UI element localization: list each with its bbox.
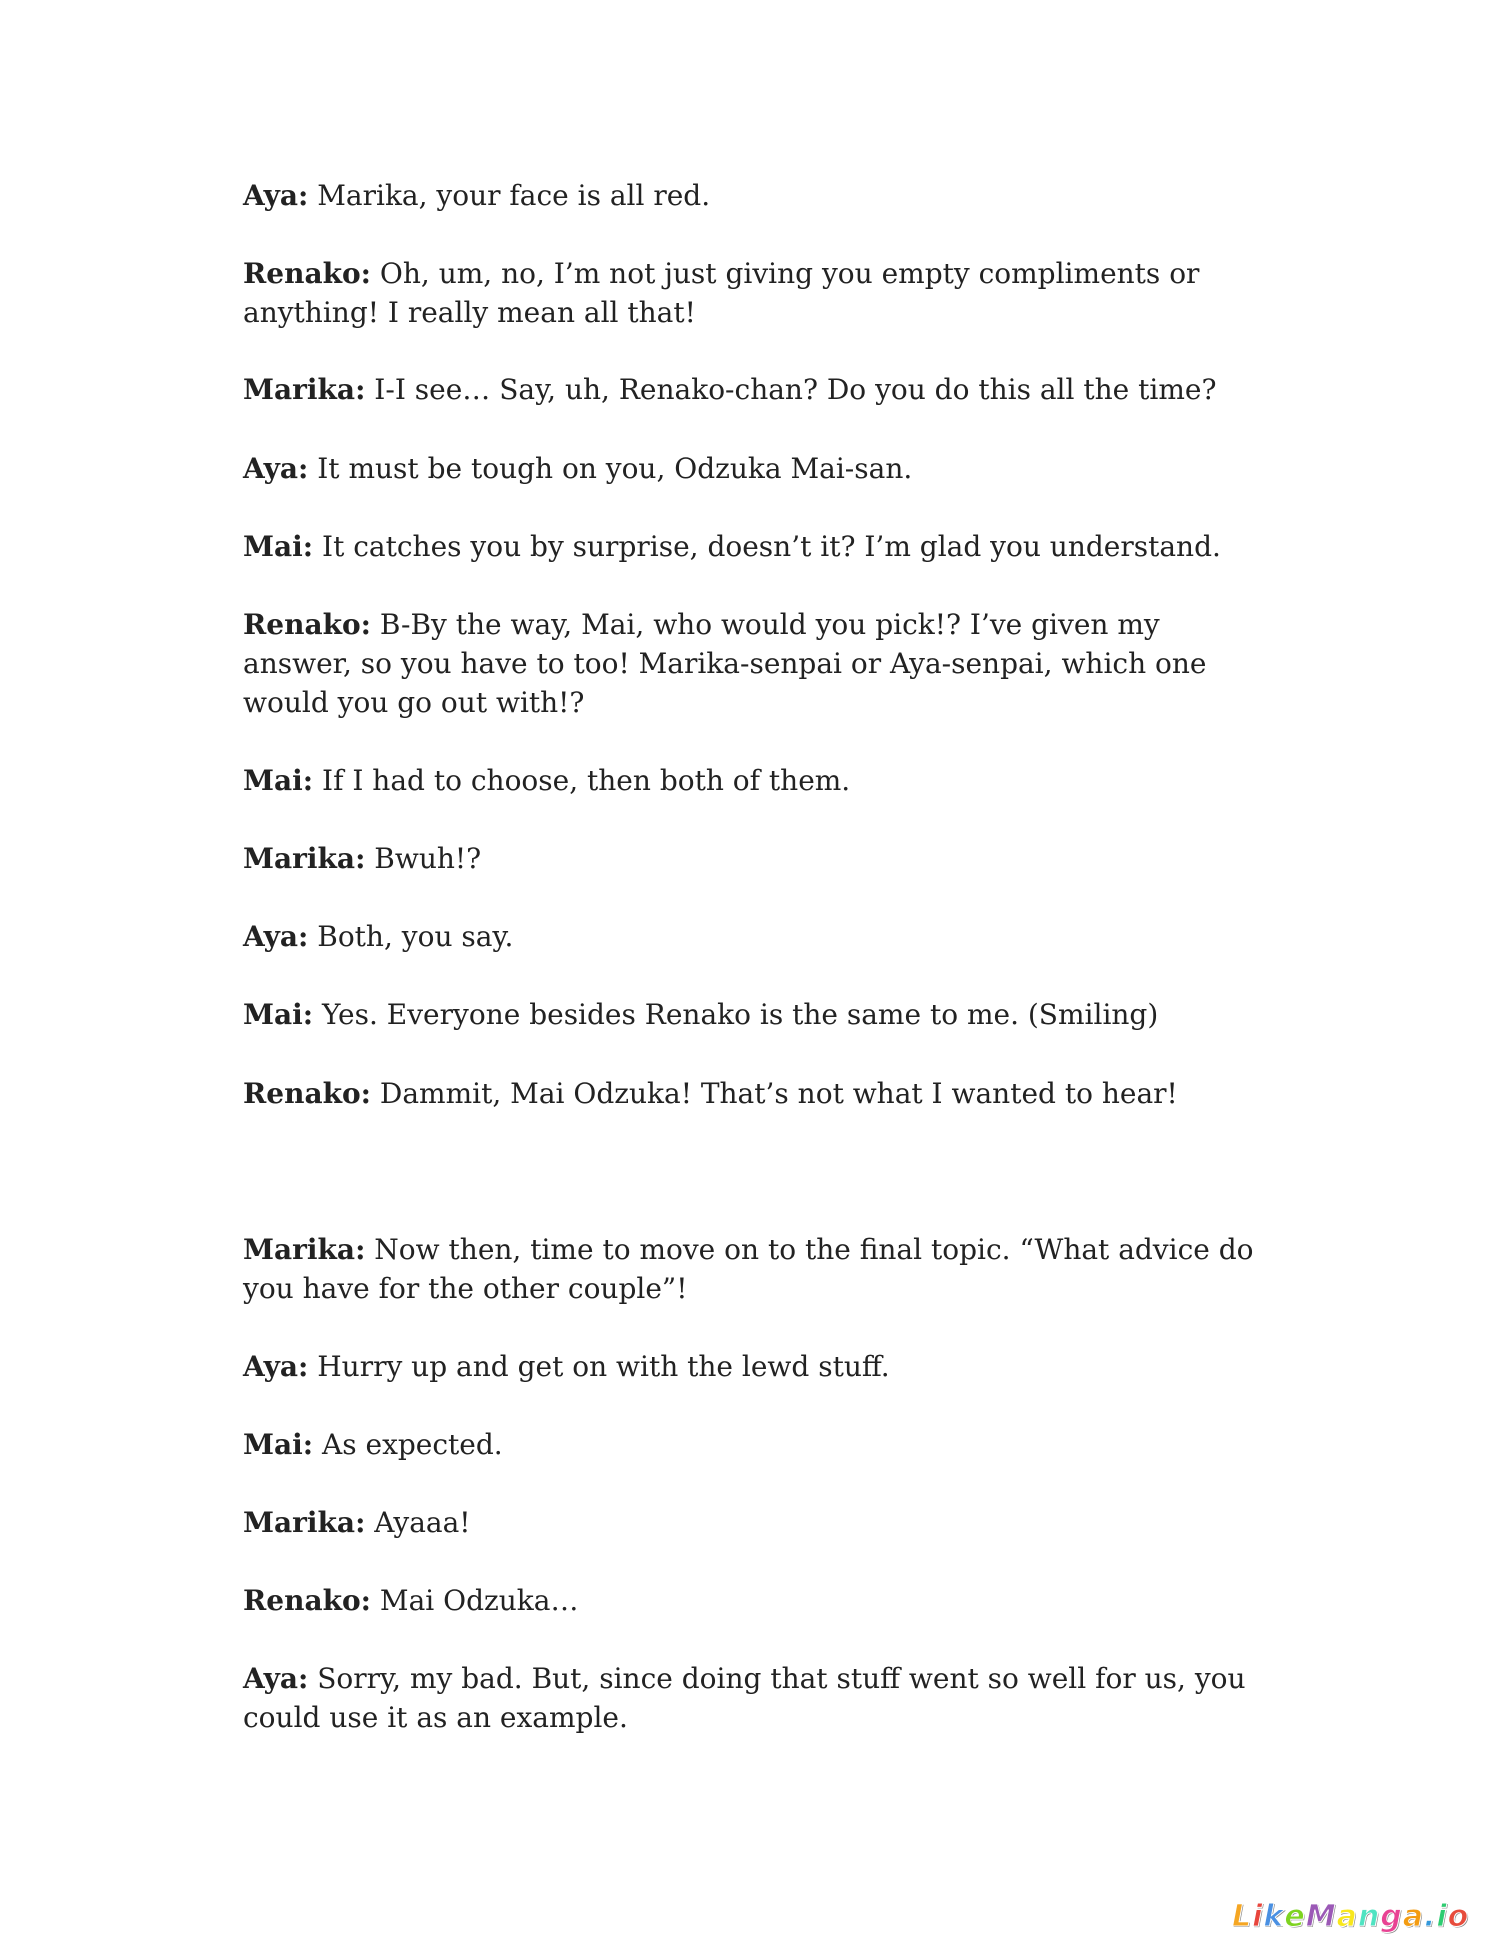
dialogue-text: Both, you say. bbox=[308, 920, 514, 953]
speaker-name: Mai: bbox=[243, 764, 314, 797]
speaker-name: Mai: bbox=[243, 1428, 314, 1461]
dialogue-line bbox=[243, 995, 1263, 1034]
dialogue-text: If I had to choose, then both of them. bbox=[313, 764, 851, 797]
watermark-letter: a bbox=[1402, 1898, 1424, 1934]
watermark-logo bbox=[1232, 1898, 1469, 1934]
speaker-name: Marika: bbox=[243, 1233, 366, 1266]
dialogue-text: Dammit, Mai Odzuka! That’s not what I wanted to hear! bbox=[371, 1077, 1178, 1110]
speaker-name: Mai: bbox=[243, 998, 314, 1031]
watermark-letter: . bbox=[1423, 1898, 1437, 1934]
dialogue-line bbox=[243, 1074, 1263, 1113]
dialogue-text: It must be tough on you, Odzuka Mai-san. bbox=[308, 452, 913, 485]
dialogue-line bbox=[243, 370, 1263, 409]
dialogue-line bbox=[243, 1230, 1263, 1308]
dialogue-text: It catches you by surprise, doesn’t it? I’m glad you understand. bbox=[313, 530, 1221, 563]
dialogue-text: Sorry, my bad. But, since doing that stuff went so well for us, you could use it as an example. bbox=[243, 1662, 1246, 1734]
dialogue-line bbox=[243, 449, 1263, 488]
speaker-name: Marika: bbox=[243, 1506, 366, 1539]
dialogue-line bbox=[243, 254, 1263, 332]
dialogue-text: Yes. Everyone besides Renako is the same to me. (Smiling) bbox=[313, 998, 1159, 1031]
dialogue-text: Bwuh!? bbox=[365, 842, 482, 875]
dialogue-line bbox=[243, 761, 1263, 800]
watermark-letter: i bbox=[1252, 1898, 1264, 1934]
dialogue-text: Hurry up and get on with the lewd stuff. bbox=[308, 1350, 890, 1383]
watermark-letter: k bbox=[1263, 1898, 1285, 1934]
watermark-letter: i bbox=[1436, 1898, 1448, 1934]
dialogue-text: Ayaaa! bbox=[365, 1506, 471, 1539]
speaker-name: Aya: bbox=[243, 1662, 309, 1695]
speaker-name: Renako: bbox=[243, 257, 371, 290]
dialogue-text: B-By the way, Mai, who would you pick!? I’ve given my answer, so you have to too! Marika-senpai or Aya-senpai, which one would you go out with!? bbox=[243, 608, 1207, 719]
dialogue-text: Now then, time to move on to the final topic. “What advice do you have for the other couple”! bbox=[243, 1233, 1254, 1305]
dialogue-line bbox=[243, 1425, 1263, 1464]
speaker-name: Aya: bbox=[243, 179, 309, 212]
speaker-name: Aya: bbox=[243, 920, 309, 953]
dialogue-text: Oh, um, no, I’m not just giving you empty compliments or anything! I really mean all that! bbox=[243, 257, 1200, 329]
dialogue-line bbox=[243, 176, 1263, 215]
watermark-letter: e bbox=[1284, 1898, 1306, 1934]
dialogue-line bbox=[243, 1503, 1263, 1542]
dialogue-text: As expected. bbox=[313, 1428, 503, 1461]
watermark-letter: a bbox=[1336, 1898, 1358, 1934]
speaker-name: Marika: bbox=[243, 373, 366, 406]
dialogue-text: I-I see… Say, uh, Renako-chan? Do you do this all the time? bbox=[365, 373, 1217, 406]
dialogue-line bbox=[243, 917, 1263, 956]
watermark-letter: o bbox=[1447, 1898, 1470, 1934]
speaker-name: Renako: bbox=[243, 608, 371, 641]
watermark-letter: g bbox=[1380, 1898, 1403, 1934]
speaker-name: Aya: bbox=[243, 452, 309, 485]
dialogue-line bbox=[243, 1347, 1263, 1386]
dialogue-line bbox=[243, 839, 1263, 878]
dialogue-line bbox=[243, 527, 1263, 566]
speaker-name: Renako: bbox=[243, 1584, 371, 1617]
dialogue-text: Marika, your face is all red. bbox=[308, 179, 711, 212]
watermark-letter: n bbox=[1357, 1898, 1381, 1934]
dialogue-text: Mai Odzuka… bbox=[371, 1584, 579, 1617]
dialogue-line bbox=[243, 1659, 1263, 1737]
speaker-name: Renako: bbox=[243, 1077, 371, 1110]
watermark-letter: M bbox=[1305, 1898, 1337, 1934]
speaker-name: Mai: bbox=[243, 530, 314, 563]
speaker-name: Marika: bbox=[243, 842, 366, 875]
dialogue-line bbox=[243, 605, 1263, 722]
speaker-name: Aya: bbox=[243, 1350, 309, 1383]
watermark-letter: L bbox=[1232, 1898, 1253, 1934]
dialogue-line bbox=[243, 1581, 1263, 1620]
